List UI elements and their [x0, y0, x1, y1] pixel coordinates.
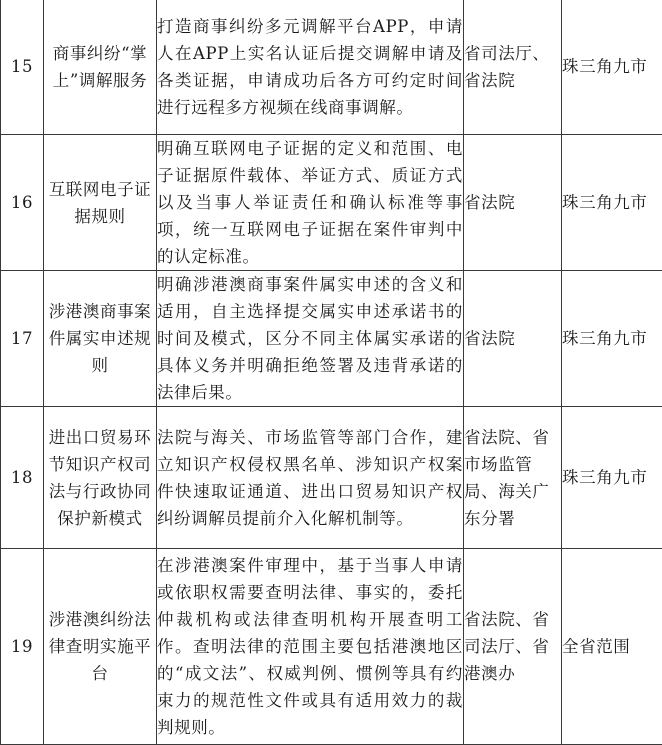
row-number: 17: [1, 271, 44, 407]
measure-description: 明确互联网电子证据的定义和范围、电子证据原件载体、举证方式、质证方式以及当事人举证责任和确认标准等事项，统一互联网电子证据在案件审判中的认定标准。: [157, 135, 464, 271]
measure-name: 进出口贸易环节知识产权司法与行政协同保护新模式: [44, 407, 157, 549]
row-number: 19: [1, 549, 44, 745]
measure-description: 明确涉港澳商事案件属实申述的含义和适用，自主选择提交属实申述承诺书的时间及模式，区分不同主体属实承诺的具体义务并明确拒绝签署及违背承诺的法律后果。: [157, 271, 464, 407]
row-number: 16: [1, 135, 44, 271]
row-number: 18: [1, 407, 44, 549]
responsible-department: 省法院、省市场监管局、海关广东分署: [464, 407, 562, 549]
pilot-scope: 珠三角九市: [562, 271, 662, 407]
measure-name: 商事纠纷“掌上”调解服务: [44, 0, 157, 135]
pilot-scope: 珠三角九市: [562, 407, 662, 549]
responsible-department: 省法院、省司法厅、省港澳办: [464, 549, 562, 745]
pilot-scope: 全省范围: [562, 549, 662, 745]
table-row: [1, 135, 662, 271]
measure-description: 在涉港澳案件审理中，基于当事人申请或依职权需要查明法律、事实的，委托仲裁机构或法律查明机构开展查明工作。查明法律的范围主要包括港澳地区的“成文法”、权威判例、惯例等具有约束力的规范性文件或具有适用效力的裁判规则。: [157, 549, 464, 745]
measure-description: 法院与海关、市场监管等部门合作，建立知识产权侵权黑名单、涉知识产权案件快速取证通道、进出口贸易知识产权纠纷调解员提前介入化解机制等。: [157, 407, 464, 549]
responsible-department: 省法院: [464, 271, 562, 407]
measure-name: 互联网电子证据规则: [44, 135, 157, 271]
table-row: [1, 549, 662, 745]
measure-name: 涉港澳商事案件属实申述规则: [44, 271, 157, 407]
table-row: [1, 0, 662, 135]
pilot-scope: 珠三角九市: [562, 0, 662, 135]
measure-name: 涉港澳纠纷法律查明实施平台: [44, 549, 157, 745]
responsible-department: 省司法厅、省法院: [464, 0, 562, 135]
measure-description: 打造商事纠纷多元调解平台APP，申请人在APP上实名认证后提交调解申请及各类证据，申请成功后各方可约定时间进行远程多方视频在线商事调解。: [157, 0, 464, 135]
row-number: 15: [1, 0, 44, 135]
responsible-department: 省法院: [464, 135, 562, 271]
table-row: [1, 271, 662, 407]
pilot-scope: 珠三角九市: [562, 135, 662, 271]
table-row: [1, 407, 662, 549]
